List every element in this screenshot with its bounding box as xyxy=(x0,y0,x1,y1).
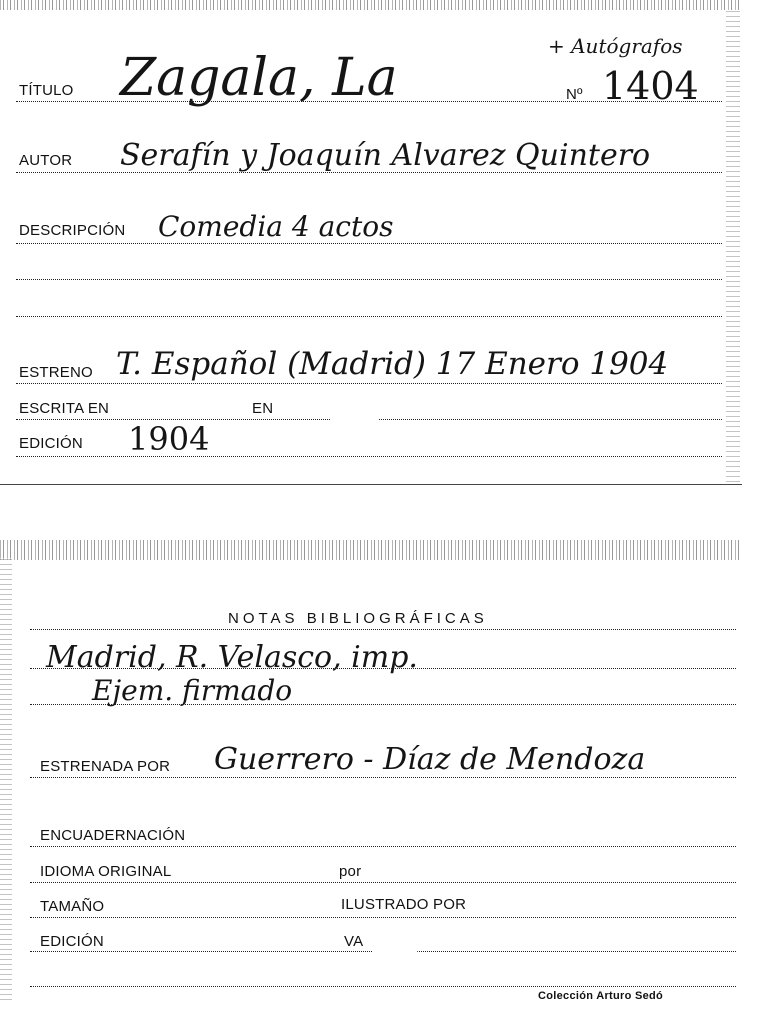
edicion2-label: EDICIÓN xyxy=(40,933,104,950)
rule-estrenada xyxy=(30,777,736,778)
descripcion-label: DESCRIPCIÓN xyxy=(19,222,126,239)
note-line-1: Madrid, R. Velasco, imp. xyxy=(46,640,418,675)
rule-tamano xyxy=(30,917,736,918)
encuadernacion-label: ENCUADERNACIÓN xyxy=(40,827,186,844)
estreno-label: ESTRENO xyxy=(19,364,93,381)
card-bottom-left-edge xyxy=(0,558,12,1000)
catalog-card-bottom xyxy=(0,540,742,1020)
rule-blank-1 xyxy=(16,279,722,280)
note-line-2: Ejem. firmado xyxy=(92,674,293,707)
por-label: por xyxy=(339,863,362,880)
erased-blot xyxy=(330,400,378,438)
rule-header xyxy=(30,629,736,630)
autor-value: Serafín y Joaquín Alvarez Quintero xyxy=(120,138,651,173)
card-bottom-top-edge xyxy=(0,540,742,560)
titulo-label: TÍTULO xyxy=(19,82,74,99)
autografos-note: + Autógrafos xyxy=(548,34,683,58)
estreno-value: T. Español (Madrid) 17 Enero 1904 xyxy=(116,346,669,382)
tamano-label: TAMAÑO xyxy=(40,898,105,915)
rule-descripcion xyxy=(16,243,722,244)
rule-idioma xyxy=(30,882,736,883)
rule-note-2 xyxy=(30,704,736,705)
rule-blank-2 xyxy=(16,316,722,317)
rule-autor xyxy=(16,172,722,173)
rule-edicion xyxy=(16,456,722,457)
edicion-value: 1904 xyxy=(128,420,210,458)
card-right-edge xyxy=(726,10,740,482)
estrenada-value: Guerrero - Díaz de Mendoza xyxy=(214,742,646,777)
rule-estreno xyxy=(16,383,722,384)
card-top-edge xyxy=(0,0,742,10)
numero-value: 1404 xyxy=(602,64,699,108)
collection-footer: Colección Arturo Sedó xyxy=(538,990,664,1002)
estrenada-label: ESTRENADA POR xyxy=(40,758,171,775)
ilustrado-label: ILUSTRADO POR xyxy=(341,896,467,913)
rule-bottom xyxy=(30,986,736,987)
notas-header: NOTAS BIBLIOGRÁFICAS xyxy=(228,610,488,627)
card-bottom-line xyxy=(0,484,742,485)
catalog-card-top xyxy=(0,0,742,492)
escrita-en-label: ESCRITA EN xyxy=(19,400,110,417)
idioma-label: IDIOMA ORIGINAL xyxy=(40,863,172,880)
rule-titulo xyxy=(16,101,722,102)
va-label: VA xyxy=(344,933,364,950)
edicion-label: EDICIÓN xyxy=(19,435,83,452)
erased-blot-2 xyxy=(372,924,418,968)
titulo-value: Zagala, La xyxy=(120,48,398,108)
autor-label: AUTOR xyxy=(19,152,73,169)
descripcion-value: Comedia 4 actos xyxy=(158,210,394,243)
rule-note-1 xyxy=(30,668,736,669)
en-label: EN xyxy=(252,400,274,417)
rule-encuadernacion xyxy=(30,846,736,847)
numero-label: Nº xyxy=(566,86,583,103)
